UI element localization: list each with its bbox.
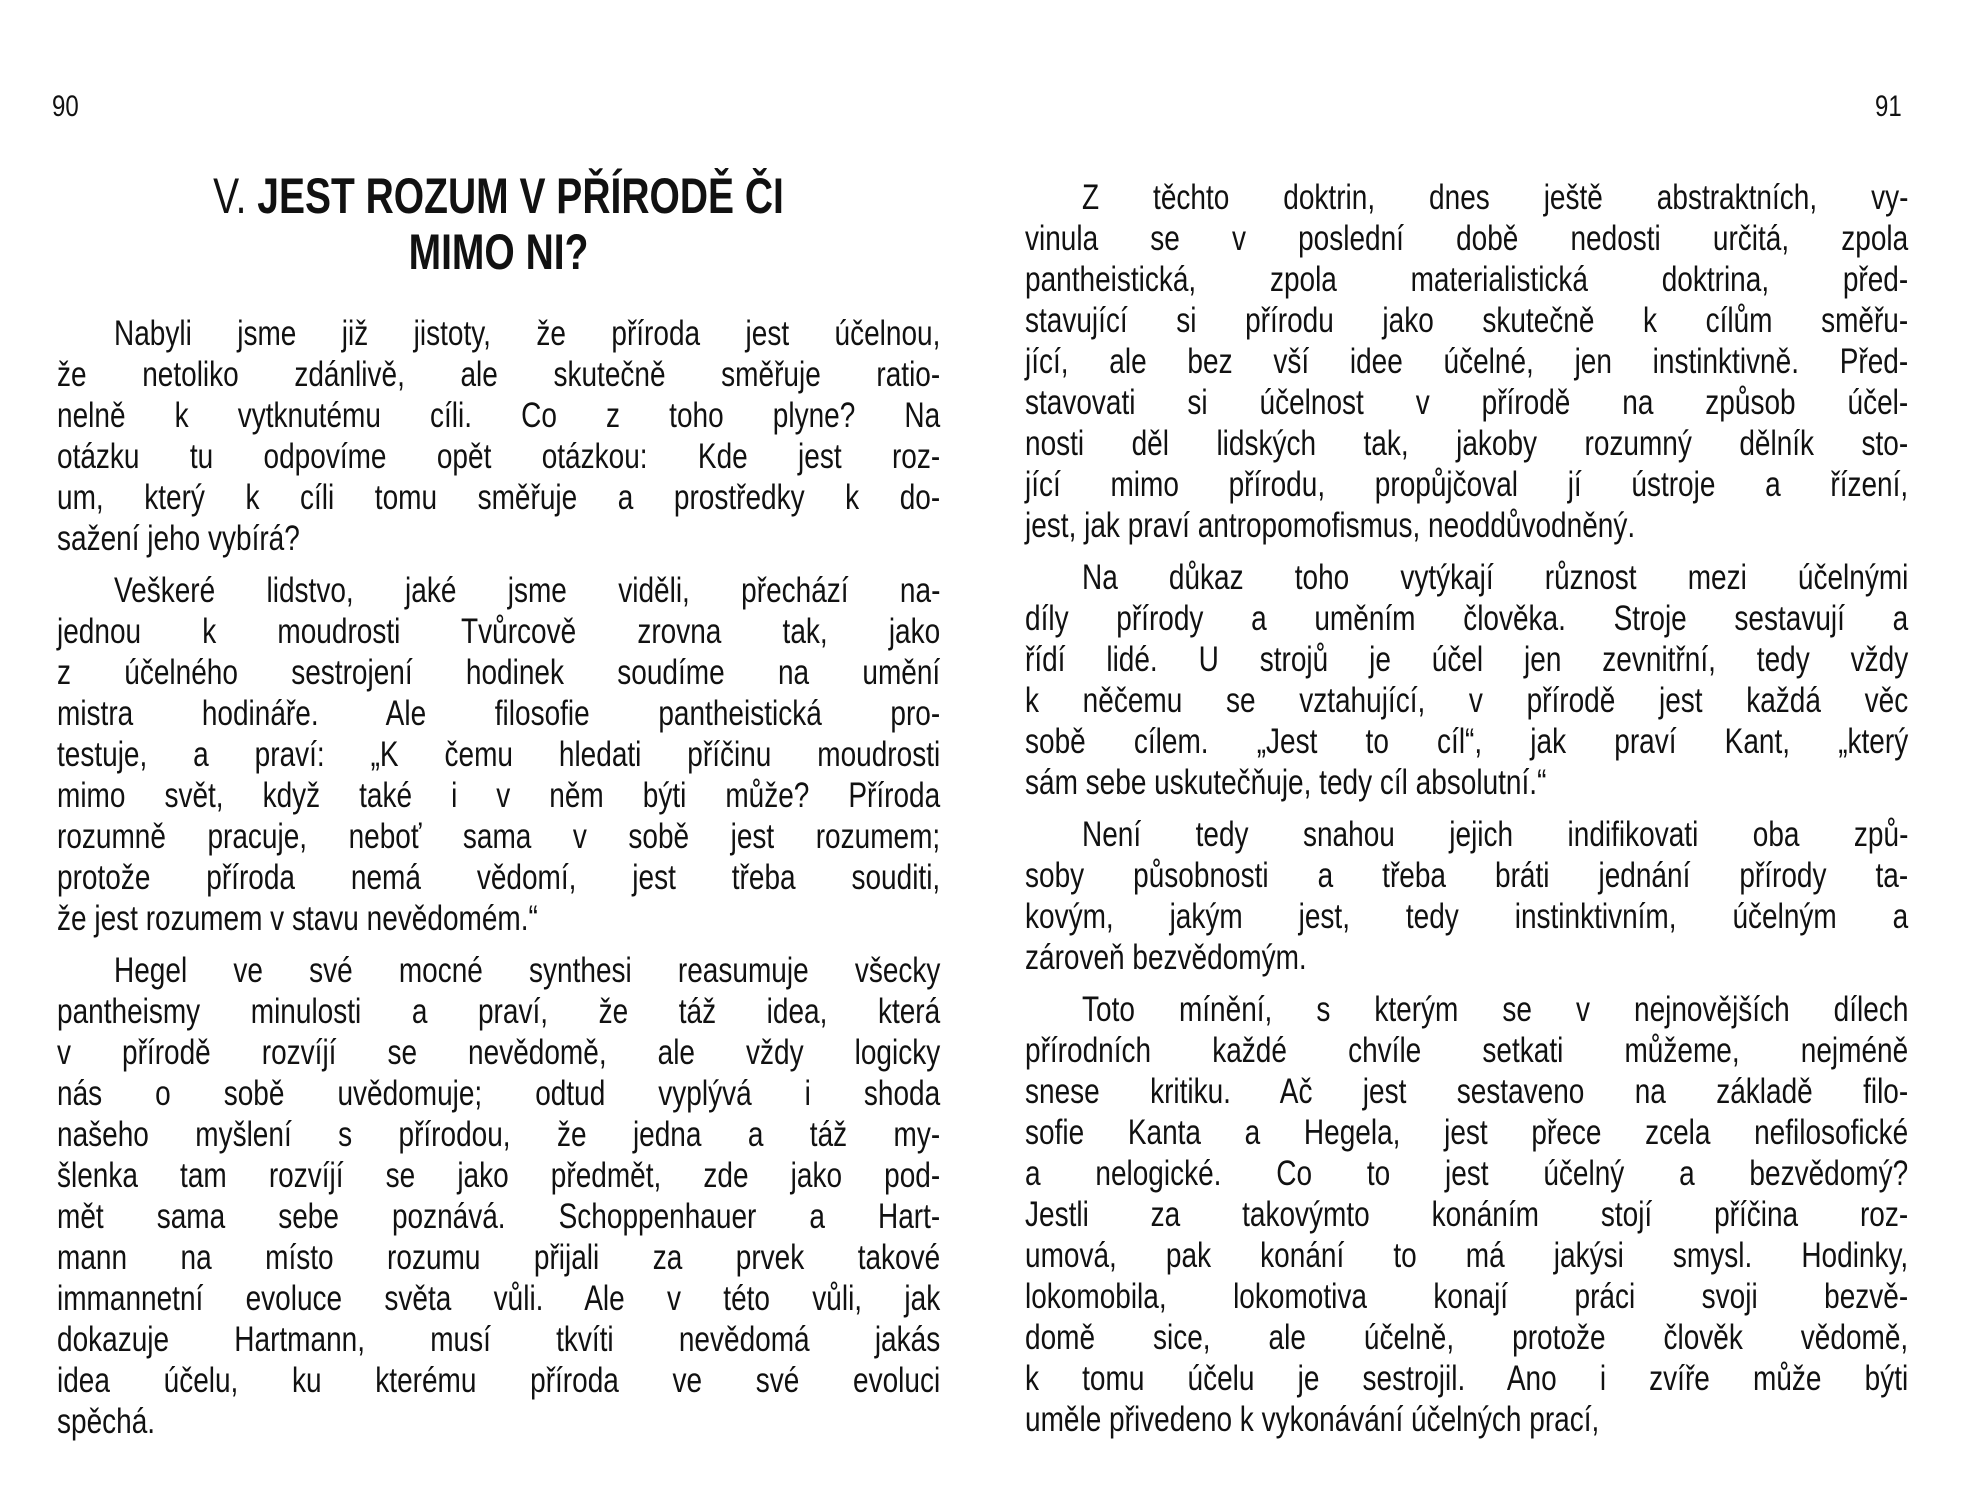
text-line-content: přírodních každé chvíle setkati můžeme, nejméně xyxy=(1025,1031,1909,1070)
text-line xyxy=(1025,762,1908,803)
text-line xyxy=(1025,1399,1908,1440)
text-line-content: otázku tu odpovíme opět otázkou: Kde jest roz- xyxy=(57,437,941,476)
text-line xyxy=(57,652,940,693)
text-line xyxy=(57,1114,940,1155)
paragraph xyxy=(1025,814,1908,978)
text-line xyxy=(57,518,940,559)
text-line xyxy=(1025,505,1908,546)
text-line-content: Jestli za takovýmto konáním stojí příčina roz- xyxy=(1025,1195,1909,1234)
text-line-content: mět sama sebe poznává. Schoppenhauer a Hart- xyxy=(57,1197,941,1236)
text-line-content: idea účelu, ku kterému příroda ve své evoluci xyxy=(57,1361,941,1400)
text-line-content: vinula se v poslední době nedosti určitá, zpola xyxy=(1025,219,1909,258)
paragraph xyxy=(57,313,940,559)
text-line-content: Nabyli jsme již jistoty, že příroda jest účelnou, xyxy=(114,314,941,353)
text-line xyxy=(1025,423,1908,464)
text-line-content: protože příroda nemá vědomí, jest třeba souditi, xyxy=(57,858,941,897)
text-line-content: nelně k vytknutému cíli. Co z toho plyne? Na xyxy=(57,396,941,435)
text-line-content: Není tedy snahou jejich indifikovati oba způ- xyxy=(1082,815,1909,854)
paragraph xyxy=(1025,557,1908,803)
text-line-content: z účelného sestrojení hodinek soudíme na umění xyxy=(57,653,941,692)
text-line-content: sám sebe uskutečňuje, tedy cíl absolutní.“ xyxy=(1025,763,1547,802)
text-line-content: sažení jeho vybírá? xyxy=(57,519,300,558)
text-line-content: Veškeré lidstvo, jaké jsme viděli, přechází na- xyxy=(114,571,941,610)
text-line-content: lokomobila, lokomotiva konají práci svoji bezvě- xyxy=(1025,1277,1909,1316)
text-line xyxy=(57,1319,940,1360)
text-line-content: mann na místo rozumu přijali za prvek takové xyxy=(57,1238,941,1277)
text-line xyxy=(57,570,940,611)
text-line-content: nás o sobě uvědomuje; odtud vyplývá i shoda xyxy=(57,1074,941,1113)
paragraph xyxy=(1025,177,1908,546)
text-line xyxy=(1025,814,1908,855)
text-line xyxy=(1025,1358,1908,1399)
chapter-title-line-1 xyxy=(154,168,843,224)
text-line-content: sofie Kanta a Hegela, jest přece zcela nefilosofické xyxy=(1025,1113,1909,1152)
text-line xyxy=(1025,1030,1908,1071)
text-line xyxy=(57,1237,940,1278)
text-line xyxy=(1025,896,1908,937)
text-line-content: testuje, a praví: „K čemu hledati příčinu moudrosti xyxy=(57,735,941,774)
text-line xyxy=(1025,1071,1908,1112)
text-line xyxy=(1025,557,1908,598)
text-line-content: šlenka tam rozvíjí se jako předmět, zde jako pod- xyxy=(57,1156,941,1195)
text-line xyxy=(57,991,940,1032)
text-line-content: že netoliko zdánlivě, ale skutečně směřuje ratio- xyxy=(57,355,941,394)
text-line-content: stavující si přírodu jako skutečně k cílům směřu- xyxy=(1025,301,1909,340)
text-line-content: kovým, jakým jest, tedy instinktivním, účelným a xyxy=(1025,897,1909,936)
text-line-content: Na důkaz toho vytýkají různost mezi účelnými xyxy=(1082,558,1909,597)
text-line-content: soby působnosti a třeba bráti jednání přírody ta- xyxy=(1025,856,1909,895)
text-line xyxy=(57,734,940,775)
right-page xyxy=(981,0,1962,1500)
text-line xyxy=(57,1196,940,1237)
text-line xyxy=(1025,382,1908,423)
text-line-content: k něčemu se vztahující, v přírodě jest každá věc xyxy=(1025,681,1909,720)
text-line xyxy=(1025,177,1908,218)
text-line-content: umová, pak konání to má jakýsi smysl. Hodinky, xyxy=(1025,1236,1909,1275)
text-line-content: řídí lidé. U strojů je účel jen zevnitřní, tedy vždy xyxy=(1025,640,1909,679)
text-line xyxy=(57,816,940,857)
text-line-content: immannetní evoluce světa vůli. Ale v této vůli, jak xyxy=(57,1279,941,1318)
text-line-content: Hegel ve své mocné synthesi reasumuje všecky xyxy=(114,951,941,990)
text-line xyxy=(1025,1153,1908,1194)
chapter-title xyxy=(57,168,940,280)
chapter-title-line-2: MIMO NI? xyxy=(408,224,589,280)
text-line-content: Z těchto doktrin, dnes ještě abstraktních, vy- xyxy=(1082,178,1909,217)
text-line xyxy=(57,611,940,652)
chapter-title-text: JEST ROZUM V PŘÍRODĚ ČI xyxy=(257,168,784,224)
text-line-content: jící mimo přírodu, propůjčoval jí ústroje a řízení, xyxy=(1025,465,1909,504)
text-line xyxy=(1025,680,1908,721)
text-line-content: rozumně pracuje, neboť sama v sobě jest rozumem; xyxy=(57,817,941,856)
text-line-content: díly přírody a uměním člověka. Stroje sestavují a xyxy=(1025,599,1909,638)
text-line-content: a nelogické. Co to jest účelný a bezvědomý? xyxy=(1025,1154,1909,1193)
text-line-content: jest, jak praví antropomofismus, neoddůvodněný. xyxy=(1025,506,1636,545)
text-line xyxy=(57,1155,940,1196)
text-line xyxy=(1025,639,1908,680)
text-line-content: mimo svět, když také i v něm býti může? Příroda xyxy=(57,776,941,815)
text-line xyxy=(1025,341,1908,382)
text-line xyxy=(57,1360,940,1401)
text-line xyxy=(1025,1317,1908,1358)
text-line xyxy=(1025,218,1908,259)
text-line-content: uměle přivedeno k vykonávání účelných prací, xyxy=(1025,1400,1600,1439)
text-line-content: stavovati si účelnost v přírodě na způsob účel- xyxy=(1025,383,1909,422)
text-line xyxy=(57,1401,940,1442)
text-line-content: mistra hodináře. Ale filosofie pantheistická pro- xyxy=(57,694,941,733)
text-line xyxy=(57,477,940,518)
text-line xyxy=(57,354,940,395)
paragraph xyxy=(57,570,940,939)
text-line xyxy=(57,436,940,477)
text-line xyxy=(57,1032,940,1073)
page-number: 90 xyxy=(52,90,79,123)
text-line xyxy=(1025,259,1908,300)
text-line-content: v přírodě rozvíjí se nevědomě, ale vždy logicky xyxy=(57,1033,941,1072)
text-line xyxy=(57,857,940,898)
text-line-content: pantheismy minulosti a praví, že táž idea, která xyxy=(57,992,941,1031)
text-line-content: spěchá. xyxy=(57,1402,156,1441)
text-line xyxy=(57,693,940,734)
text-line-content: jednou k moudrosti Tvůrcově zrovna tak, jako xyxy=(57,612,941,651)
text-line-content: že jest rozumem v stavu nevědomém.“ xyxy=(57,899,538,938)
text-line xyxy=(1025,721,1908,762)
text-line-content: snese kritiku. Ač jest sestaveno na základě filo- xyxy=(1025,1072,1909,1111)
text-line xyxy=(1025,464,1908,505)
text-line xyxy=(57,395,940,436)
text-line-content: domě sice, ale účelně, protože člověk vědomě, xyxy=(1025,1318,1909,1357)
text-line xyxy=(57,775,940,816)
text-line xyxy=(1025,989,1908,1030)
text-line-content: jící, ale bez vší idee účelné, jen instinktivně. Před- xyxy=(1025,342,1909,381)
text-line xyxy=(57,1278,940,1319)
text-line xyxy=(57,950,940,991)
text-line-content: našeho myšlení s přírodou, že jedna a táž my- xyxy=(57,1115,941,1154)
text-line xyxy=(1025,300,1908,341)
text-line-content: pantheistická, zpola materialistická doktrina, před- xyxy=(1025,260,1909,299)
paragraph xyxy=(57,950,940,1442)
text-line xyxy=(1025,1194,1908,1235)
text-line xyxy=(1025,1112,1908,1153)
page-number: 91 xyxy=(1875,90,1902,123)
text-line-content: dokazuje Hartmann, musí tkvíti nevědomá jakás xyxy=(57,1320,941,1359)
text-line-content: um, který k cíli tomu směřuje a prostředky k do- xyxy=(57,478,941,517)
left-text-column xyxy=(57,313,940,1453)
text-line xyxy=(57,313,940,354)
right-text-column xyxy=(1025,177,1908,1451)
text-line xyxy=(1025,598,1908,639)
text-line-content: k tomu účelu je sestrojil. Ano i zvíře může býti xyxy=(1025,1359,1909,1398)
text-line-content: nosti děl lidských tak, jakoby rozumný dělník sto- xyxy=(1025,424,1909,463)
text-line-content: Toto mínění, s kterým se v nejnovějších dílech xyxy=(1082,990,1909,1029)
text-line-content: sobě cílem. „Jest to cíl“, jak praví Kant, „který xyxy=(1025,722,1909,761)
chapter-numeral: V. xyxy=(213,168,247,224)
text-line xyxy=(1025,1235,1908,1276)
text-line xyxy=(1025,855,1908,896)
text-line xyxy=(1025,1276,1908,1317)
text-line xyxy=(57,1073,940,1114)
text-line xyxy=(1025,937,1908,978)
paragraph xyxy=(1025,989,1908,1440)
text-line-content: zároveň bezvědomým. xyxy=(1025,938,1307,977)
text-line xyxy=(57,898,940,939)
